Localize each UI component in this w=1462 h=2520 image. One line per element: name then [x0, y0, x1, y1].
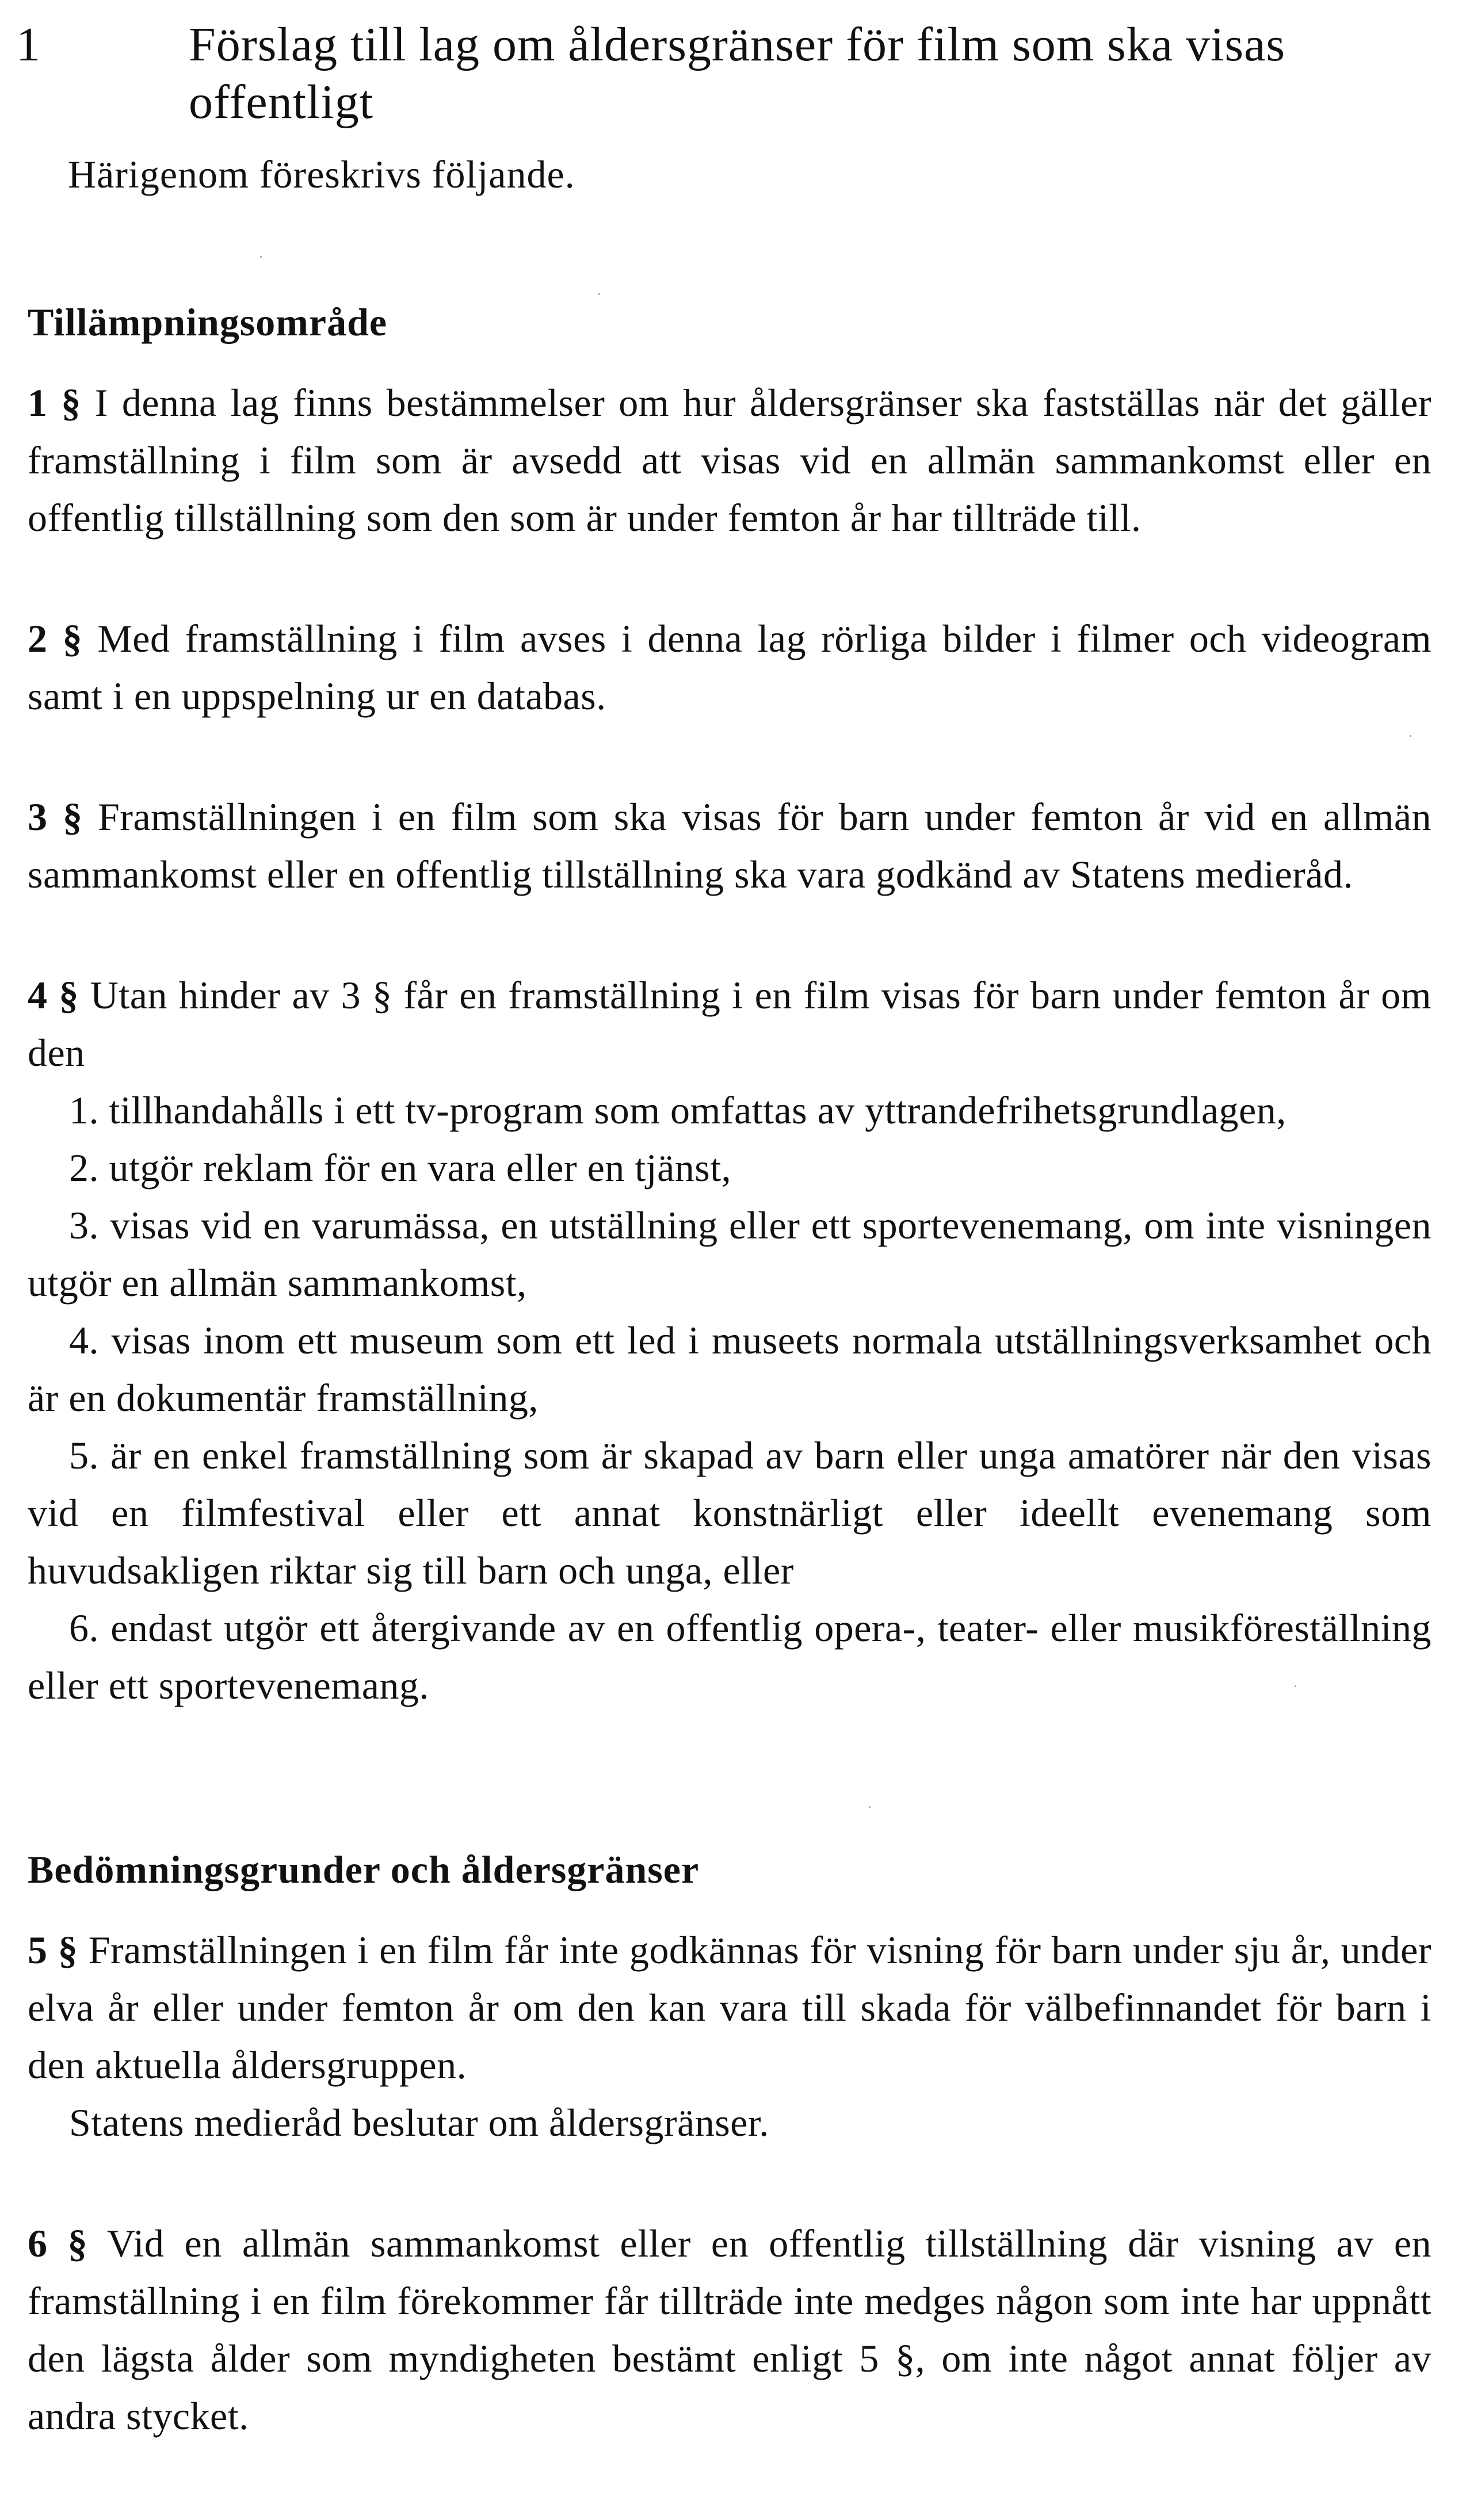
- chapter-title: Förslag till lag om åldersgränser för film som ska visas offentligt: [189, 18, 1286, 129]
- section-heading-bedomningsgrunder: Bedömningsgrunder och åldersgränser: [28, 1848, 700, 1891]
- document-body: [28, 293, 1432, 2445]
- paragraph-text: Framställningen i en film som ska visas för barn under femton år vid en allmän sammankomst eller en offentlig tillställning ska vara godkänd av Statens medieråd.: [28, 795, 1432, 896]
- paragraph-spacer: [28, 903, 1432, 966]
- scan-speck: [869, 1806, 871, 1808]
- list-item: 2. utgör reklam för en vara eller en tjänst,: [69, 1146, 732, 1190]
- list-item: 5. är en enkel framställning som är skapad av barn eller unga amatörer när den visas vid en filmfestival eller ett annat konstnärligt eller ideellt evenemang som huvudsakligen riktar sig till barn och unga, eller: [28, 1433, 1432, 1592]
- paragraph-number: 6 §: [28, 2221, 88, 2265]
- intro-text: Härigenom föreskrivs följande.: [68, 152, 575, 196]
- paragraph-4: [28, 966, 1432, 1081]
- list-item: 4. visas inom ett museum som ett led i museets normala utställningsverksamhet och är en dokumentär framställning,: [28, 1318, 1432, 1420]
- scan-speck: [598, 293, 600, 295]
- paragraph-spacer: [28, 2151, 1432, 2215]
- paragraph-spacer: [28, 725, 1432, 788]
- paragraph-6: [28, 2215, 1432, 2445]
- paragraph-number: 4 §: [28, 973, 79, 1017]
- section-spacer: [28, 1714, 1432, 1841]
- paragraph-text: Vid en allmän sammankomst eller en offentlig tillställning där visning av en framställning i en film förekommer får tillträde inte medges någon som inte har uppnått den lägsta ålder som myndigheten bestämt enligt 5 §, om inte något annat följer av andra stycket.: [28, 2221, 1432, 2438]
- list-item: 6. endast utgör ett återgivande av en offentlig opera-, teater- eller musikföreställning eller ett sportevenemang.: [28, 1606, 1432, 1707]
- paragraph-continuation: Statens medieråd beslutar om åldersgränser.: [69, 2101, 769, 2144]
- scan-speck: [1410, 735, 1411, 737]
- paragraph-1: [28, 374, 1432, 546]
- paragraph-number: 1 §: [28, 381, 81, 425]
- scan-speck: [1295, 1685, 1296, 1687]
- section-heading-tillampningsomrade: Tillämpningsområde: [28, 300, 388, 344]
- paragraph-text: I denna lag finns bestämmelser om hur åldersgränser ska fastställas när det gäller framställning i film som är avsedd att visas vid en allmän sammankomst eller en offentlig tillställning som den som är under femton år har tillträde till.: [28, 381, 1432, 540]
- paragraph-spacer: [28, 546, 1432, 610]
- paragraph-text: Med framställning i film avses i denna lag rörliga bilder i filmer och videogram samt i en uppspelning ur en databas.: [28, 617, 1432, 718]
- scan-speck: [260, 256, 262, 258]
- paragraph-number: 2 §: [28, 617, 83, 660]
- paragraph-text: Framställningen i en film får inte godkännas för visning för barn under sju år, under elva år eller under femton år om den kan vara till skada för välbefinnandet för barn i den aktuella åldersgruppen.: [28, 1928, 1432, 2087]
- paragraph-number: 3 §: [28, 795, 83, 839]
- paragraph-2: [28, 610, 1432, 725]
- chapter-number: 1: [16, 18, 41, 71]
- paragraph-3: [28, 788, 1432, 903]
- list-item: 3. visas vid en varumässa, en utställning eller ett sportevenemang, om inte visningen utgör en allmän sammankomst,: [28, 1203, 1432, 1305]
- paragraph-text: Utan hinder av 3 § får en framställning i en film visas för barn under femton år om den: [28, 973, 1432, 1074]
- paragraph-number: 5 §: [28, 1928, 78, 1972]
- paragraph-5: [28, 1921, 1432, 2094]
- list-item: 1. tillhandahålls i ett tv-program som omfattas av yttrandefrihetsgrundlagen,: [69, 1088, 1287, 1132]
